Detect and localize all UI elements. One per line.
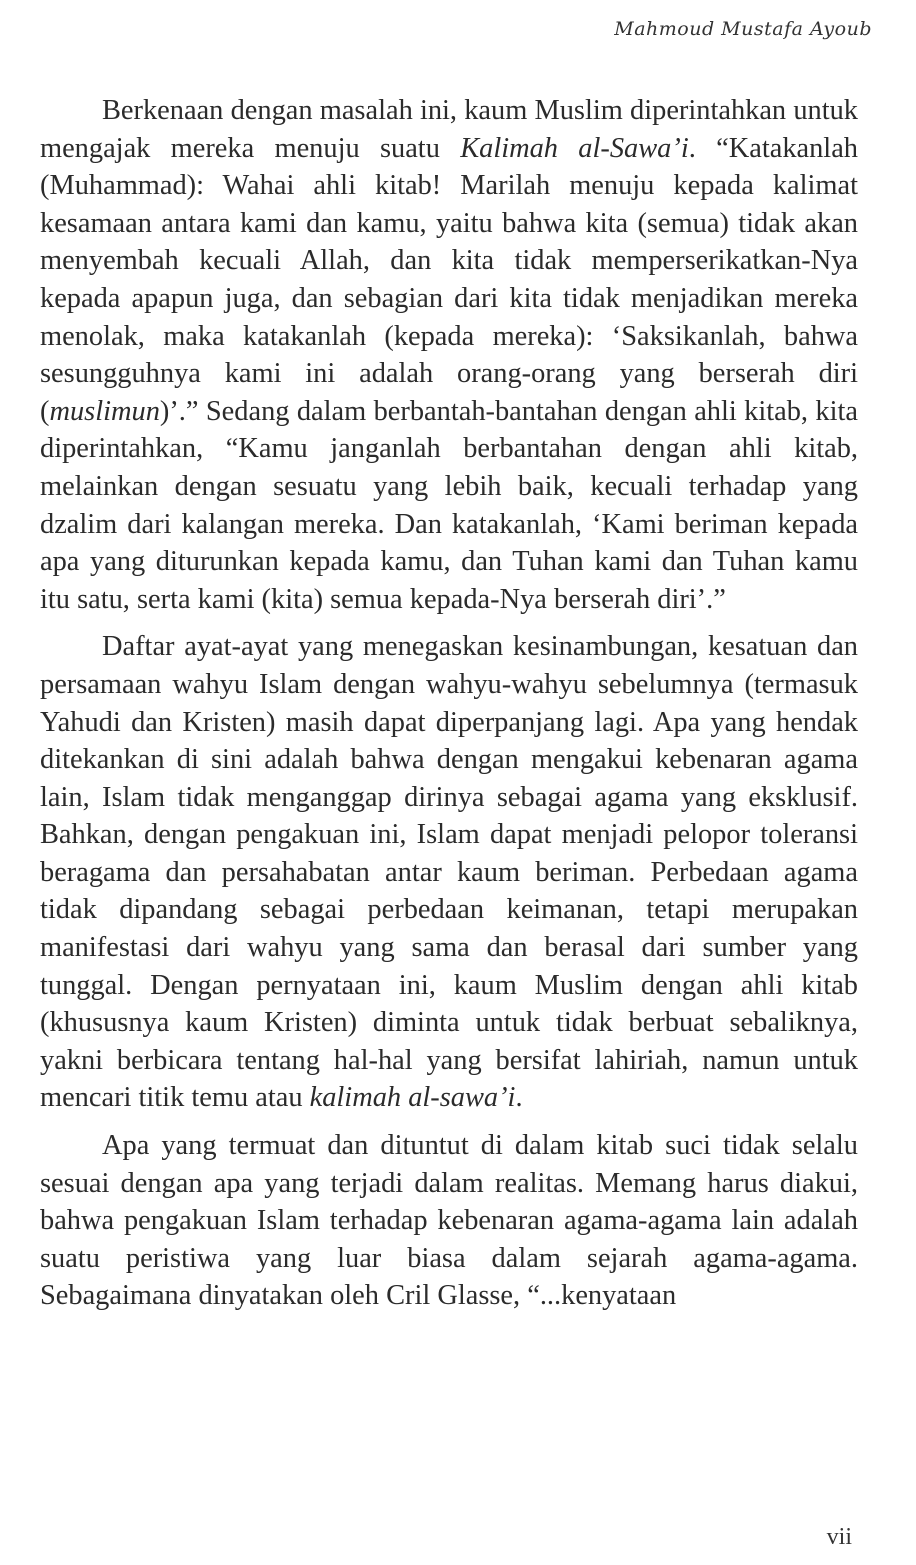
paragraph-3 <box>40 1127 858 1315</box>
paragraph-1 <box>40 92 858 618</box>
paragraph-2-text-a: Daftar ayat-ayat yang menegaskan kesinambungan, kesatuan dan persamaan wahyu Islam dengan wahyu-wahyu sebelumnya (termasuk Yahudi dan Kristen) masih dapat diperpanjang lagi. Apa yang hendak ditekankan di sini adalah bahwa dengan mengakui kebenaran agama lain, Islam tidak menganggap dirinya sebagai agama yang eksklusif. Bahkan, dengan pengakuan ini, Islam dapat menjadi pelopor toleransi beragama dan persahabatan antar kaum beriman. Perbedaan agama tidak dipandang sebagai perbedaan keimanan, tetapi merupakan manifestasi dari wahyu yang sama dan berasal dari sumber yang tunggal. Dengan pernyataan ini, kaum Muslim dengan ahli kitab (khususnya kaum Kristen) diminta untuk tidak berbuat sebaliknya, yakni berbicara tentang hal-hal yang bersifat lahiriah, namun untuk mencari titik temu atau <box>40 631 858 1114</box>
paragraph-2-text-b: . <box>515 1082 523 1114</box>
paragraph-2-emphasis-kalimah: kalimah al-sawa’i <box>309 1082 516 1114</box>
running-header: Mahmoud Mustafa Ayoub <box>614 18 872 40</box>
paragraph-1-emphasis-muslimun: muslimun <box>49 395 160 427</box>
paragraph-3-text-a: Apa yang termuat dan dituntut di dalam kitab suci tidak selalu sesuai dengan apa yang terjadi dalam realitas. Memang harus diakui, bahwa pengakuan Islam terhadap kebenaran agama-agama lain adalah suatu peristiwa yang luar biasa dalam sejarah agama-agama. Sebagaimana dinyatakan oleh Cril Glasse, “...kenyataan <box>40 1130 858 1312</box>
paragraph-1-emphasis-kalimah: Kalimah al-Sawa’i <box>460 132 689 164</box>
paragraph-1-text-a: Berkenaan dengan masalah ini, kaum Muslim diperintahkan untuk mengajak mereka menuju suatu <box>40 95 858 164</box>
body-text <box>40 92 858 1315</box>
page-number: vii <box>826 1524 852 1550</box>
paragraph-2 <box>40 628 858 1117</box>
paragraph-1-text-b: . “Katakanlah (Muhammad): Wahai ahli kitab! Marilah menuju kepada kalimat kesamaan antara kami dan kamu, yaitu bahwa kita (semua) tidak akan menyembah kecuali Allah, dan kita tidak memperserikatkan-Nya kepada apapun juga, dan sebagian dari kita tidak menjadikan mereka menolak, maka katakanlah (kepada mereka): ‘Saksikanlah, bahwa sesungguhnya kami ini adalah orang-orang yang berserah diri ( <box>40 132 858 427</box>
paragraph-1-text-c: )’.” Sedang dalam berbantah-bantahan dengan ahli kitab, kita diperintahkan, “Kamu janganlah berbantahan dengan ahli kitab, melainkan dengan sesuatu yang lebih baik, kecuali terhadap yang dzalim dari kalangan mereka. Dan katakanlah, ‘Kami beriman kepada apa yang diturunkan kepada kamu, dan Tuhan kami dan Tuhan kamu itu satu, serta kami (kita) semua kepada-Nya berserah diri’.” <box>40 395 858 615</box>
